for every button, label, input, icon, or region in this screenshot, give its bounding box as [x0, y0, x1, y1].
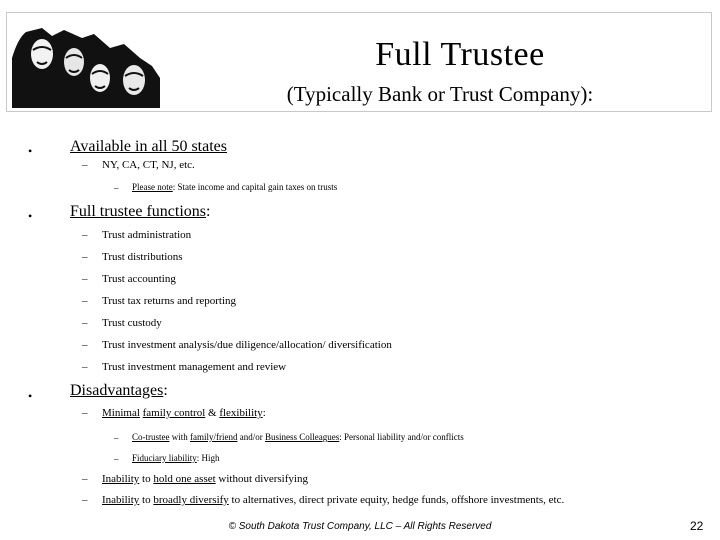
sub-marker: – [82, 339, 88, 351]
flexibility-word: flexibility [219, 407, 263, 419]
andor-text: and/or [237, 432, 265, 442]
sub-sub-marker: – [114, 433, 119, 443]
co-trustee-label: Co-trustee [132, 432, 170, 442]
function-item: Trust investment management and review [102, 361, 287, 373]
note-row [132, 182, 337, 192]
fiduciary-rest: : High [196, 453, 220, 463]
disadvantages-colon: : [163, 382, 168, 399]
states-text: NY, CA, CT, NJ, etc. [102, 159, 195, 171]
business-colleagues-text: Business Colleagues [265, 432, 340, 442]
family-friend-text: family/friend [190, 432, 238, 442]
minimal-colon: : [262, 407, 266, 419]
to-text: to [139, 494, 154, 506]
bullet-available [70, 138, 227, 156]
function-item: Trust investment analysis/due diligence/allocation/ diversification [102, 339, 392, 351]
available-text: Available in all 50 states [70, 138, 227, 155]
footer-copyright: © South Dakota Trust Company, LLC – All Rights Reserved [228, 521, 492, 532]
note-label: Please note [132, 182, 173, 192]
sub-marker: – [82, 251, 88, 263]
sub-marker: – [82, 159, 88, 171]
sub-sub-marker: – [114, 183, 119, 193]
page-subtitle: (Typically Bank or Trust Company): [286, 82, 594, 106]
diversify-rest: to alternatives, direct private equity, hedge funds, offshore investments, etc. [228, 494, 565, 506]
hold-one-asset-text: hold one asset [153, 473, 216, 485]
sub-marker: – [82, 273, 88, 285]
function-item: Trust accounting [102, 273, 176, 285]
minimal-word: Minimal [102, 407, 140, 419]
minimal-row [102, 407, 266, 419]
note-text: : State income and capital gain taxes on trusts [172, 182, 338, 192]
function-item: Trust tax returns and reporting [102, 295, 237, 307]
disadvantages-label: Disadvantages [70, 382, 164, 399]
sub-marker: – [82, 317, 88, 329]
function-item: Trust custody [102, 317, 162, 329]
diversify-row [102, 494, 564, 506]
bullet-marker: • [28, 144, 33, 158]
inability-word: Inability [102, 473, 140, 485]
sub-marker: – [82, 295, 88, 307]
with-text: with [169, 432, 191, 442]
amp-text: & [205, 407, 220, 419]
hold-row [102, 473, 308, 485]
bullet-functions [70, 203, 210, 221]
bullet-disadvantages [70, 382, 168, 400]
sub-marker: – [82, 229, 88, 241]
fiduciary-label: Fiduciary liability [132, 453, 197, 463]
bullet-marker: • [28, 209, 33, 223]
sub-marker: – [82, 361, 88, 373]
function-item: Trust distributions [102, 251, 183, 263]
broadly-diversify-text: broadly diversify [153, 494, 229, 506]
sub-marker: – [82, 473, 88, 485]
mount-rushmore-icon [12, 18, 160, 108]
inability-word: Inability [102, 494, 140, 506]
functions-colon: : [205, 203, 211, 220]
to-text: to [139, 473, 154, 485]
co-trustee-rest: : Personal liability and/or conflicts [339, 432, 464, 442]
bullet-marker: • [28, 389, 33, 403]
hold-rest: without diversifying [215, 473, 308, 485]
fiduciary-row [132, 453, 220, 463]
functions-label: Full trustee functions [70, 203, 206, 220]
sub-marker: – [82, 407, 88, 419]
page-title: Full Trustee [375, 36, 545, 73]
page-number: 22 [690, 519, 704, 533]
sub-marker: – [82, 494, 88, 506]
sub-sub-marker: – [114, 454, 119, 464]
function-item: Trust administration [102, 229, 192, 241]
co-trustee-row [132, 432, 464, 442]
family-control-word: family control [142, 407, 206, 419]
